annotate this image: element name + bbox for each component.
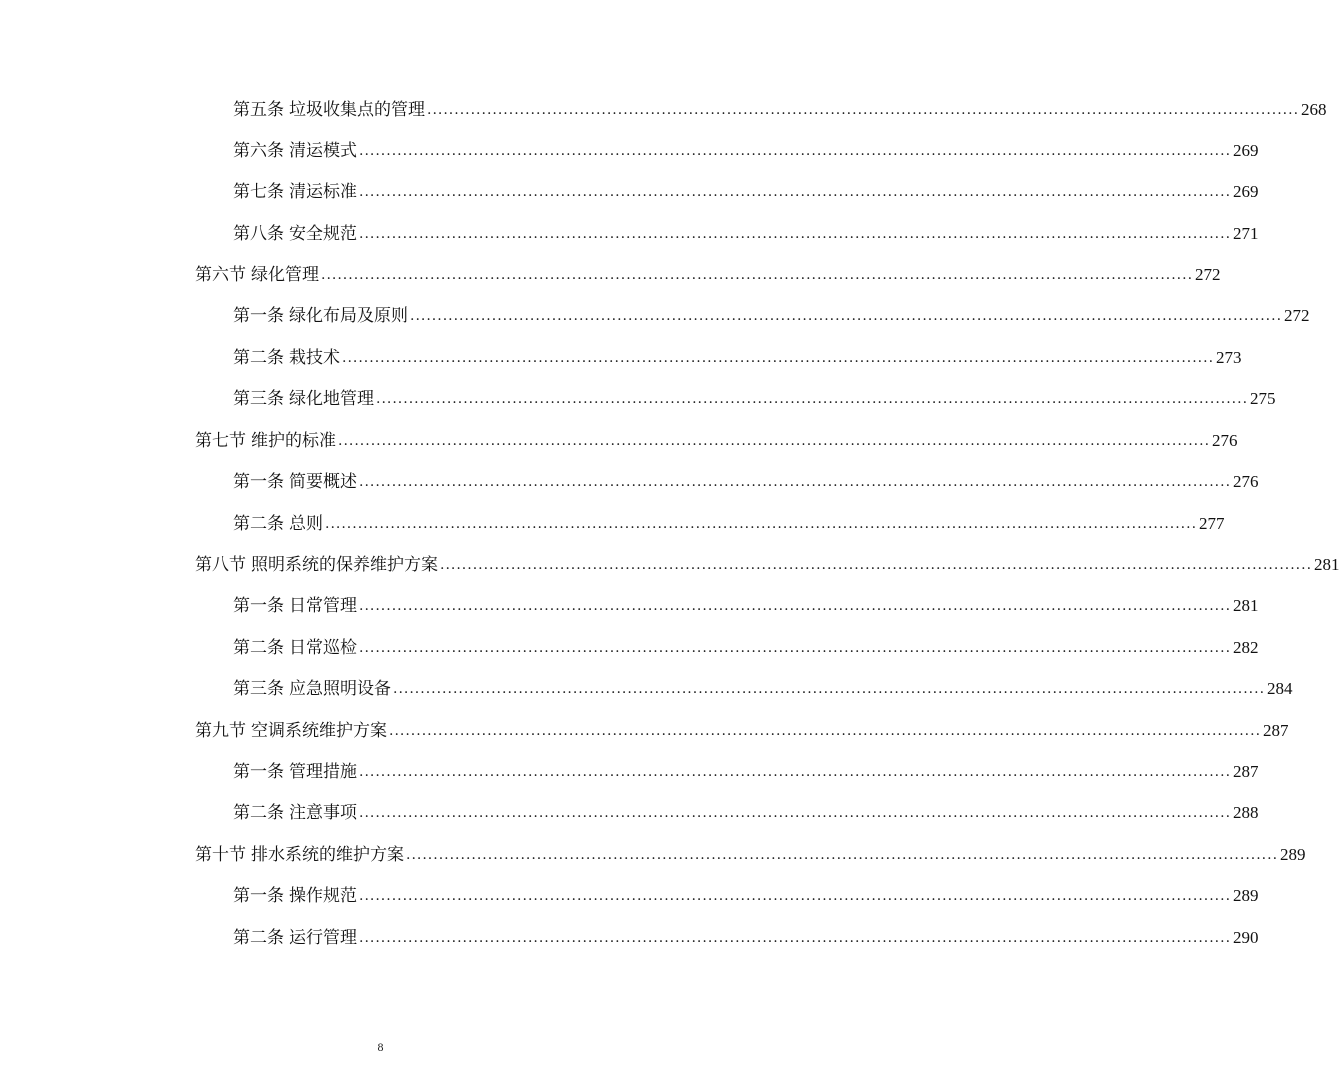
toc-entry-title: 运行管理	[289, 928, 357, 948]
toc-entry-number: 第八条	[233, 224, 284, 244]
toc-entry[interactable]	[233, 876, 1259, 916]
toc-entry[interactable]	[195, 545, 1340, 585]
toc-entry-number: 第二条	[233, 638, 284, 658]
toc-entry-page: 269	[1233, 141, 1259, 160]
toc-entry-page: 288	[1233, 803, 1259, 822]
toc-entry-page: 290	[1233, 928, 1259, 947]
toc-entry-page: 289	[1233, 886, 1259, 905]
toc-entry-title: 总则	[289, 514, 323, 534]
toc-entry[interactable]	[233, 793, 1259, 833]
toc-entry[interactable]	[233, 504, 1225, 544]
toc-entry-number: 第九节	[195, 721, 246, 741]
toc-entry-page: 272	[1195, 265, 1221, 284]
toc-entry-page: 277	[1199, 514, 1225, 533]
dot-leader: ................................................................................................................................................................	[321, 267, 1194, 283]
toc-entry-page: 276	[1212, 431, 1238, 450]
dot-leader: ................................................................................................................................................................	[338, 433, 1211, 449]
dot-leader: ................................................................................................................................................................	[359, 226, 1232, 242]
toc-entry-title: 操作规范	[289, 886, 357, 906]
dot-leader: ................................................................................................................................................................	[359, 764, 1232, 780]
toc-entry-page: 281	[1233, 596, 1259, 615]
toc-entry[interactable]	[233, 214, 1259, 254]
toc-entry-title: 日常管理	[289, 596, 357, 616]
toc-entry-number: 第二条	[233, 514, 284, 534]
toc-entry-number: 第一条	[233, 472, 284, 492]
toc-entry-number: 第三条	[233, 679, 284, 699]
page-number: 8	[377, 1040, 384, 1054]
toc-entry-page: 269	[1233, 182, 1259, 201]
dot-leader: ................................................................................................................................................................	[440, 557, 1313, 573]
dot-leader: ................................................................................................................................................................	[376, 391, 1249, 407]
toc-entry[interactable]	[233, 90, 1327, 130]
toc-entry-title: 绿化布局及原则	[289, 306, 408, 326]
toc-entry-title: 安全规范	[289, 224, 357, 244]
toc-entry[interactable]	[233, 752, 1259, 792]
dot-leader: ................................................................................................................................................................	[406, 847, 1279, 863]
toc-entry[interactable]	[233, 338, 1242, 378]
toc-entry-title: 清运标准	[289, 182, 357, 202]
toc-entry-number: 第二条	[233, 348, 284, 368]
dot-leader: ................................................................................................................................................................	[325, 516, 1198, 532]
toc-entry[interactable]	[233, 296, 1310, 336]
toc-entry[interactable]	[233, 379, 1276, 419]
toc-entry-number: 第二条	[233, 928, 284, 948]
toc-entry-number: 第一条	[233, 596, 284, 616]
toc-entry[interactable]	[195, 835, 1306, 875]
dot-leader: ................................................................................................................................................................	[359, 598, 1232, 614]
toc-entry-title: 日常巡检	[289, 638, 357, 658]
toc-entry-number: 第十节	[195, 845, 246, 865]
toc-entry[interactable]	[233, 628, 1259, 668]
toc-entry-number: 第七节	[195, 431, 246, 451]
toc-entry-title: 应急照明设备	[289, 679, 391, 699]
toc-entry[interactable]	[233, 918, 1259, 958]
toc-entry-number: 第七条	[233, 182, 284, 202]
toc-entry-page: 268	[1301, 100, 1327, 119]
toc-entry-title: 清运模式	[289, 141, 357, 161]
dot-leader: ................................................................................................................................................................	[359, 888, 1232, 904]
toc-entry-page: 275	[1250, 389, 1276, 408]
toc-entry-number: 第六条	[233, 141, 284, 161]
dot-leader: ................................................................................................................................................................	[359, 640, 1232, 656]
toc-entry[interactable]	[233, 172, 1259, 212]
toc-entry-page: 271	[1233, 224, 1259, 243]
toc-entry-page: 284	[1267, 679, 1293, 698]
toc-entry-title: 绿化管理	[251, 265, 319, 285]
toc-entry-title: 管理措施	[289, 762, 357, 782]
toc-entry-page: 287	[1233, 762, 1259, 781]
toc-entry-number: 第一条	[233, 886, 284, 906]
toc-entry[interactable]	[233, 131, 1259, 171]
dot-leader: ................................................................................................................................................................	[342, 350, 1215, 366]
toc-entry[interactable]	[233, 669, 1293, 709]
toc-entry-page: 276	[1233, 472, 1259, 491]
toc-entry-title: 栽技术	[289, 348, 340, 368]
toc-entry-number: 第一条	[233, 306, 284, 326]
toc-entry-number: 第二条	[233, 803, 284, 823]
toc-entry-title: 垃圾收集点的管理	[289, 100, 425, 120]
dot-leader: ................................................................................................................................................................	[393, 681, 1266, 697]
toc-entry-title: 维护的标准	[251, 431, 336, 451]
toc-entry[interactable]	[233, 586, 1259, 626]
toc-entry[interactable]	[195, 255, 1221, 295]
toc-entry[interactable]	[195, 711, 1289, 751]
toc-entry-number: 第五条	[233, 100, 284, 120]
toc-entry-title: 排水系统的维护方案	[251, 845, 404, 865]
toc-entry-page: 287	[1263, 721, 1289, 740]
dot-leader: ................................................................................................................................................................	[389, 723, 1262, 739]
toc-entry[interactable]	[233, 462, 1259, 502]
toc-entry-number: 第一条	[233, 762, 284, 782]
dot-leader: ................................................................................................................................................................	[359, 143, 1232, 159]
dot-leader: ................................................................................................................................................................	[410, 308, 1283, 324]
toc-entry-title: 空调系统维护方案	[251, 721, 387, 741]
toc-entry[interactable]	[195, 421, 1238, 461]
toc-entry-page: 289	[1280, 845, 1306, 864]
toc-entry-number: 第八节	[195, 555, 246, 575]
toc-entry-title: 绿化地管理	[289, 389, 374, 409]
dot-leader: ................................................................................................................................................................	[359, 930, 1232, 946]
toc-entry-page: 281	[1314, 555, 1340, 574]
toc-entry-page: 273	[1216, 348, 1242, 367]
dot-leader: ................................................................................................................................................................	[359, 805, 1232, 821]
toc-entry-title: 注意事项	[289, 803, 357, 823]
toc-entry-page: 282	[1233, 638, 1259, 657]
dot-leader: ................................................................................................................................................................	[359, 474, 1232, 490]
toc-entry-title: 照明系统的保养维护方案	[251, 555, 438, 575]
toc-entry-number: 第六节	[195, 265, 246, 285]
toc-entry-title: 简要概述	[289, 472, 357, 492]
dot-leader: ................................................................................................................................................................	[359, 184, 1232, 200]
toc-entry-page: 272	[1284, 306, 1310, 325]
toc-entry-number: 第三条	[233, 389, 284, 409]
dot-leader: ................................................................................................................................................................	[427, 102, 1300, 118]
